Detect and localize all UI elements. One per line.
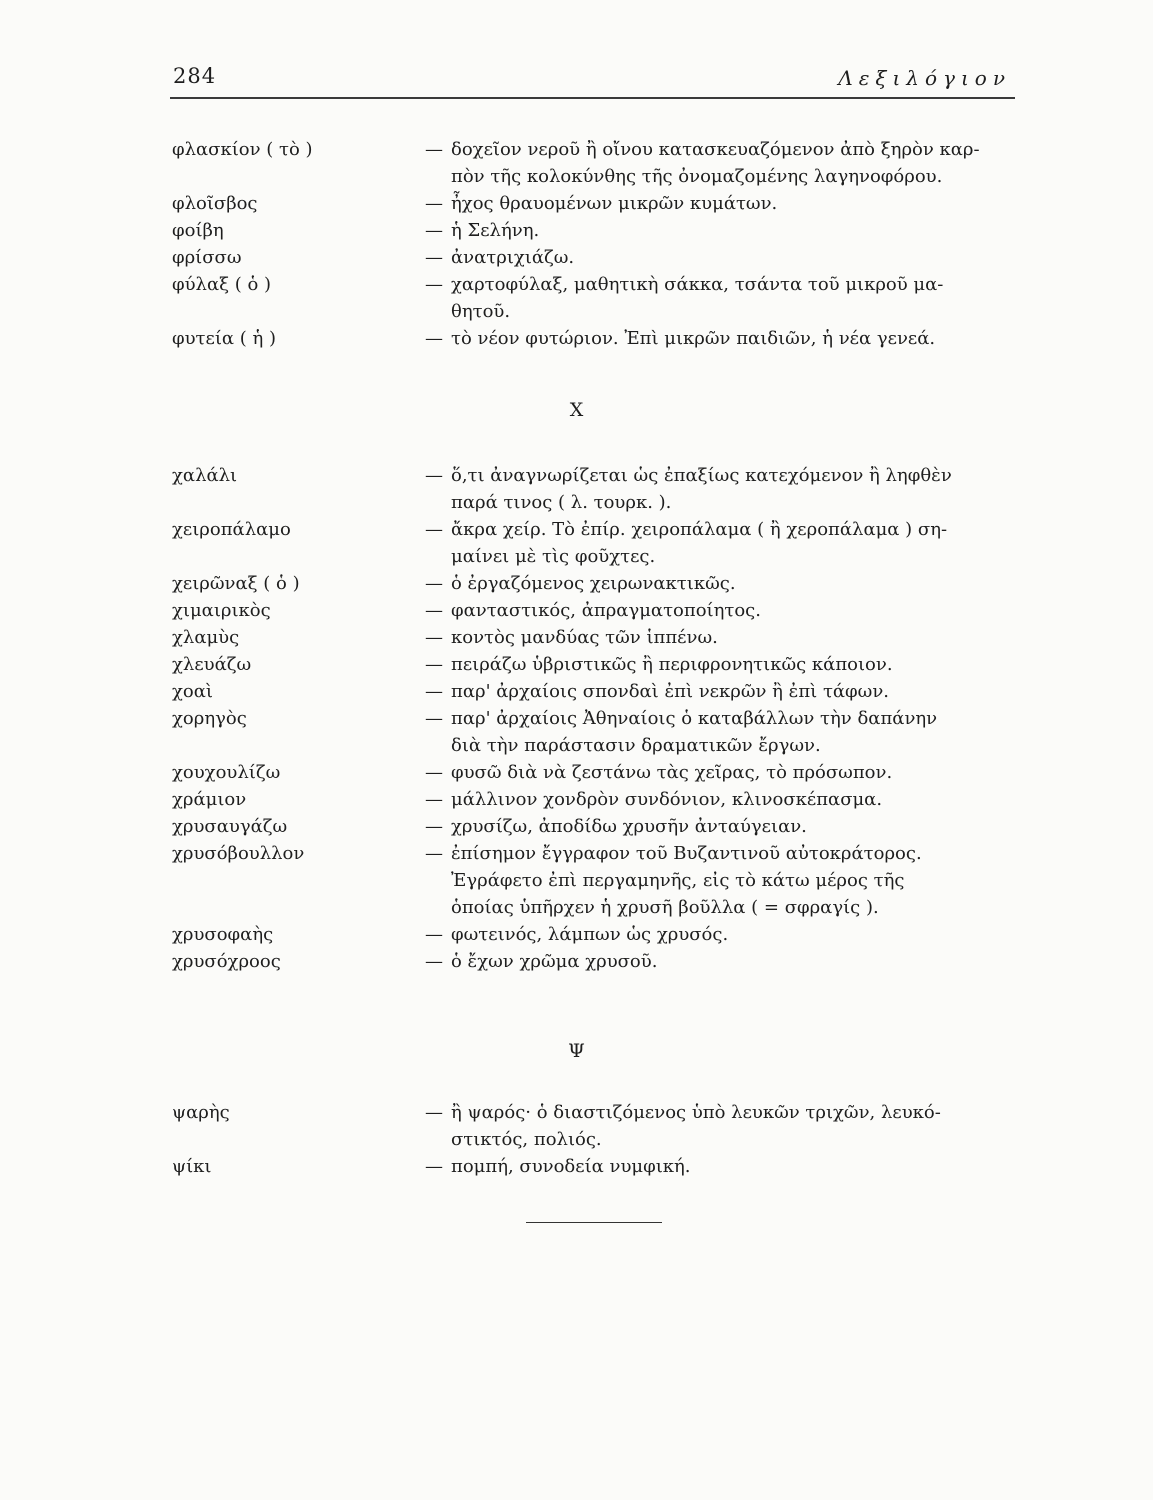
entry-definition <box>425 651 1015 678</box>
section-phi <box>170 136 1015 352</box>
glossary-entry <box>170 840 1015 921</box>
definition-line <box>425 624 1015 651</box>
definition-line <box>425 570 1015 597</box>
entry-dash: — <box>425 843 443 864</box>
glossary-entry <box>170 813 1015 840</box>
definition-text: ἦχος θραυομένων μικρῶν κυμάτων. <box>451 193 778 214</box>
entry-term: φοίβη <box>172 220 224 241</box>
entry-dash: — <box>425 1156 443 1177</box>
entry-definition <box>425 813 1015 840</box>
glossary-entry <box>170 786 1015 813</box>
entry-dash: — <box>425 328 443 349</box>
definition-text: ὅ,τι ἀναγνωρίζεται ὡς ἐπαξίως κατεχόμενον ἢ ληφθὲν <box>451 465 952 486</box>
definition-line <box>425 136 1015 163</box>
section-psi <box>170 1099 1015 1180</box>
definition-line <box>425 1153 1015 1180</box>
entry-definition <box>425 705 1015 759</box>
entry-term: ψίκι <box>172 1156 212 1177</box>
entry-term: χρυσόχροος <box>172 951 281 972</box>
glossary-entry <box>170 217 1015 244</box>
definition-line <box>425 813 1015 840</box>
entry-term: χειρῶναξ ( ὁ ) <box>172 573 300 594</box>
entry-term: φύλαξ ( ὁ ) <box>172 274 272 295</box>
definition-line <box>425 894 1015 921</box>
definition-line <box>425 921 1015 948</box>
definition-line <box>425 1099 1015 1126</box>
glossary-entry <box>170 271 1015 325</box>
glossary-entry <box>170 597 1015 624</box>
glossary-entry <box>170 325 1015 352</box>
definition-text: παρά τινος ( λ. τουρκ. ). <box>451 492 672 513</box>
definition-text: ὁ ἐργαζόμενος χειρωνακτικῶς. <box>451 573 736 594</box>
definition-text: κοντὸς μανδύας τῶν ἱππένω. <box>451 627 718 648</box>
definition-text: ὁποίας ὑπῆρχεν ἡ χρυσῆ βοῦλλα ( = σφραγίς ). <box>451 897 879 918</box>
entry-term: χλαμὺς <box>172 627 240 648</box>
section-chi <box>170 462 1015 975</box>
glossary-entry <box>170 516 1015 570</box>
entry-term: χειροπάλαμο <box>172 519 291 540</box>
glossary-entry <box>170 136 1015 190</box>
definition-text: φανταστικός, ἀπραγματοποίητος. <box>451 600 761 621</box>
entry-term: χορηγὸς <box>172 708 247 729</box>
entry-definition <box>425 1153 1015 1180</box>
definition-text: στικτός, πολιός. <box>451 1129 602 1150</box>
definition-text: πὸν τῆς κολοκύνθης τῆς ὀνομαζομένης λαγηνοφόρου. <box>451 166 943 187</box>
definition-text: φυσῶ διὰ νὰ ζεστάνω τὰς χεῖρας, τὸ πρόσωπον. <box>451 762 893 783</box>
entry-definition <box>425 190 1015 217</box>
definition-text: διὰ τὴν παράστασιν δραματικῶν ἔργων. <box>451 735 821 756</box>
entry-dash: — <box>425 762 443 783</box>
entry-dash: — <box>425 519 443 540</box>
entry-definition <box>425 1099 1015 1153</box>
entry-definition <box>425 948 1015 975</box>
entry-definition <box>425 271 1015 325</box>
definition-line <box>425 462 1015 489</box>
definition-text: φωτεινός, λάμπων ὡς χρυσός. <box>451 924 729 945</box>
entry-definition <box>425 217 1015 244</box>
glossary-entry <box>170 759 1015 786</box>
entry-definition <box>425 597 1015 624</box>
definition-text: παρ' ἀρχαίοις Ἀθηναίοις ὁ καταβάλλων τὴν δαπάνην <box>451 708 938 729</box>
definition-text: θητοῦ. <box>451 301 511 322</box>
definition-text: Ἐγράφετο ἐπὶ περγαμηνῆς, εἰς τὸ κάτω μέρος τῆς <box>451 870 905 891</box>
definition-line <box>425 217 1015 244</box>
glossary-entry <box>170 570 1015 597</box>
entry-term: χρυσαυγάζω <box>172 816 288 837</box>
entry-term: χαλάλι <box>172 465 238 486</box>
entry-term: χλευάζω <box>172 654 252 675</box>
entry-term: φρίσσω <box>172 247 242 268</box>
entry-term: φλοῖσβος <box>172 193 258 214</box>
running-title: Λεξιλόγιον <box>838 66 1011 90</box>
entry-dash: — <box>425 465 443 486</box>
glossary-entry <box>170 1153 1015 1180</box>
entry-definition <box>425 624 1015 651</box>
entry-definition <box>425 244 1015 271</box>
definition-line <box>425 489 1015 516</box>
letter-heading-chi: Χ <box>569 399 584 421</box>
definition-line <box>425 325 1015 352</box>
definition-line <box>425 759 1015 786</box>
entry-term: χουχουλίζω <box>172 762 281 783</box>
entry-term: χρυσόβουλλον <box>172 843 305 864</box>
end-rule <box>526 1222 662 1223</box>
definition-text: πειράζω ὑβριστικῶς ἢ περιφρονητικῶς κάποιον. <box>451 654 893 675</box>
definition-line <box>425 732 1015 759</box>
glossary-entry <box>170 948 1015 975</box>
definition-text: ἐπίσημον ἔγγραφον τοῦ Βυζαντινοῦ αὐτοκράτορος. <box>451 843 922 864</box>
definition-text: πομπή, συνοδεία νυμφική. <box>451 1156 691 1177</box>
definition-line <box>425 190 1015 217</box>
glossary-entry <box>170 190 1015 217</box>
entry-term: φλασκίον ( τὸ ) <box>172 139 313 160</box>
entry-dash: — <box>425 139 443 160</box>
definition-text: ἄκρα χείρ. Τὸ ἐπίρ. χειροπάλαμα ( ἢ χεροπάλαμα ) ση- <box>451 519 948 540</box>
definition-line <box>425 543 1015 570</box>
definition-text: μάλλινον χονδρὸν συνδόνιον, κλινοσκέπασμα. <box>451 789 883 810</box>
glossary-entry <box>170 244 1015 271</box>
entry-term: χοαὶ <box>172 681 213 702</box>
definition-text: ὁ ἔχων χρῶμα χρυσοῦ. <box>451 951 658 972</box>
definition-text: ἢ ψαρός· ὁ διαστιζόμενος ὑπὸ λευκῶν τριχῶν, λευκό- <box>451 1102 941 1123</box>
definition-line <box>425 840 1015 867</box>
entry-dash: — <box>425 708 443 729</box>
definition-line <box>425 867 1015 894</box>
glossary-entry <box>170 651 1015 678</box>
entry-dash: — <box>425 816 443 837</box>
letter-heading-psi: Ψ <box>568 1040 585 1062</box>
entry-dash: — <box>425 600 443 621</box>
entry-dash: — <box>425 789 443 810</box>
glossary-entry <box>170 1099 1015 1153</box>
glossary-entry <box>170 678 1015 705</box>
entry-dash: — <box>425 220 443 241</box>
entry-dash: — <box>425 193 443 214</box>
entry-definition <box>425 786 1015 813</box>
definition-text: μαίνει μὲ τὶς φοῦχτες. <box>451 546 656 567</box>
entry-dash: — <box>425 951 443 972</box>
definition-text: ἡ Σελήνη. <box>451 220 540 241</box>
definition-text: τὸ νέον φυτώριον. Ἐπὶ μικρῶν παιδιῶν, ἡ νέα γενεά. <box>451 328 936 349</box>
entry-term: χράμιον <box>172 789 247 810</box>
definition-line <box>425 244 1015 271</box>
entry-dash: — <box>425 573 443 594</box>
entry-dash: — <box>425 654 443 675</box>
entry-term: χιμαιρικὸς <box>172 600 271 621</box>
definition-line <box>425 786 1015 813</box>
glossary-entry <box>170 705 1015 759</box>
definition-line <box>425 271 1015 298</box>
glossary-entry <box>170 921 1015 948</box>
entry-definition <box>425 840 1015 921</box>
entry-dash: — <box>425 924 443 945</box>
entry-definition <box>425 678 1015 705</box>
definition-line <box>425 516 1015 543</box>
definition-line <box>425 163 1015 190</box>
entry-definition <box>425 136 1015 190</box>
definition-line <box>425 948 1015 975</box>
entry-definition <box>425 325 1015 352</box>
entry-term: χρυσοφαὴς <box>172 924 274 945</box>
page-header <box>170 64 1013 98</box>
definition-text: χρυσίζω, ἀποδίδω χρυσῆν ἀνταύγειαν. <box>451 816 807 837</box>
definition-line <box>425 678 1015 705</box>
definition-text: χαρτοφύλαξ, μαθητικὴ σάκκα, τσάντα τοῦ μικροῦ μα- <box>451 274 944 295</box>
entry-term: φυτεία ( ἡ ) <box>172 328 277 349</box>
entry-dash: — <box>425 681 443 702</box>
glossary-entry <box>170 462 1015 516</box>
definition-line <box>425 298 1015 325</box>
entry-definition <box>425 570 1015 597</box>
entry-term: ψαρὴς <box>172 1102 230 1123</box>
definition-text: δοχεῖον νεροῦ ἢ οἴνου κατασκευαζόμενον ἀπὸ ξηρὸν καρ- <box>451 139 980 160</box>
entry-definition <box>425 921 1015 948</box>
definition-line <box>425 597 1015 624</box>
entry-definition <box>425 462 1015 516</box>
entry-dash: — <box>425 1102 443 1123</box>
header-rule <box>170 97 1015 99</box>
page-number: 284 <box>173 64 217 88</box>
definition-line <box>425 651 1015 678</box>
entry-dash: — <box>425 274 443 295</box>
entry-dash: — <box>425 627 443 648</box>
definition-text: παρ' ἀρχαίοις σπονδαὶ ἐπὶ νεκρῶν ἢ ἐπὶ τάφων. <box>451 681 890 702</box>
entry-definition <box>425 516 1015 570</box>
glossary-entry <box>170 624 1015 651</box>
definition-text: ἀνατριχιάζω. <box>451 247 575 268</box>
definition-line <box>425 1126 1015 1153</box>
entry-definition <box>425 759 1015 786</box>
definition-line <box>425 705 1015 732</box>
entry-dash: — <box>425 247 443 268</box>
